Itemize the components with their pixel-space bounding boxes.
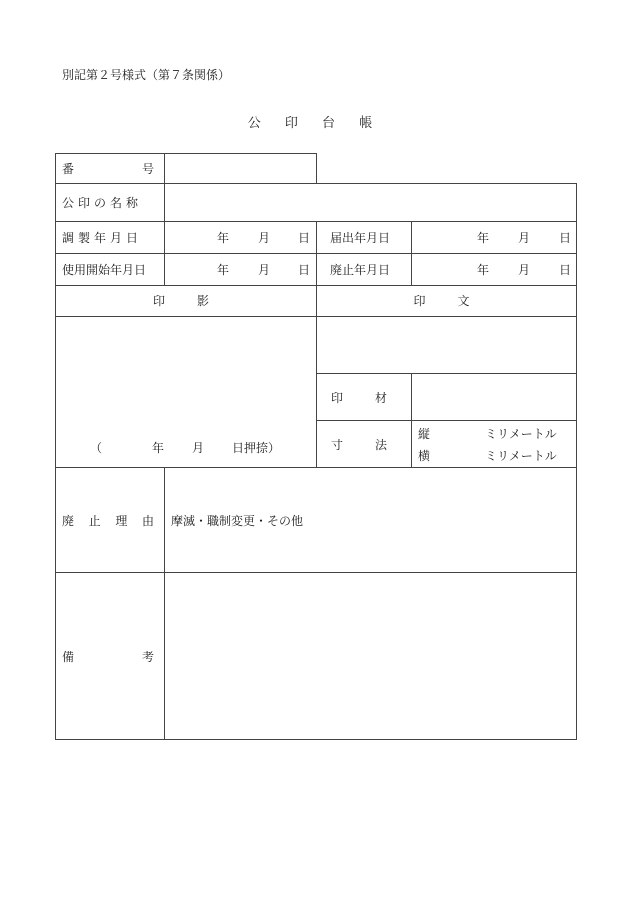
- month-unit: 月: [518, 262, 531, 277]
- seal-name-label: 公印の名称: [62, 195, 143, 210]
- abolish-reason-value[interactable]: 摩滅・職制変更・その他: [171, 513, 304, 528]
- number-label-second: 号: [141, 161, 154, 176]
- width-unit: ミリメートル: [485, 448, 557, 463]
- stamped-month-unit: 月: [192, 440, 205, 455]
- number-field[interactable]: [165, 153, 315, 183]
- month-unit: 月: [258, 262, 271, 277]
- year-unit: 年: [217, 262, 230, 277]
- day-unit: 日: [298, 262, 311, 277]
- dimension-height-row[interactable]: [412, 422, 576, 444]
- abolish-reason-label: [62, 468, 154, 572]
- width-label: 横: [418, 448, 431, 463]
- notified-date-label: 届出年月日: [330, 230, 391, 245]
- made-date-field[interactable]: [165, 221, 315, 253]
- abolish-reason-char-1: 廃: [62, 513, 75, 528]
- notified-date-field[interactable]: [412, 221, 576, 253]
- impression-area[interactable]: [56, 317, 315, 427]
- year-unit: 年: [217, 230, 230, 245]
- remarks-char-2: 考: [141, 649, 154, 664]
- table-rule: [55, 739, 577, 740]
- abolish-reason-char-4: 由: [141, 513, 154, 528]
- start-use-label: 使用開始年月日: [62, 262, 147, 277]
- remarks-label: [62, 573, 154, 739]
- inscription-label: 印 文: [413, 294, 480, 308]
- made-date-label: 調製年月日: [62, 230, 143, 245]
- abolished-date-field[interactable]: [412, 253, 576, 285]
- month-unit: 月: [258, 230, 271, 245]
- dimension-width-row[interactable]: [412, 444, 576, 466]
- remarks-char-1: 備: [62, 649, 75, 664]
- start-use-field[interactable]: [165, 253, 315, 285]
- year-unit: 年: [477, 262, 490, 277]
- form-label: 別記第２号様式（第７条関係）: [62, 68, 231, 82]
- height-unit: ミリメートル: [485, 426, 557, 441]
- stamped-date: [56, 432, 315, 462]
- impression-label: 印 影: [152, 294, 219, 308]
- stamped-day-unit: 日押捺）: [232, 440, 281, 455]
- number-label: [62, 153, 154, 183]
- remarks-field[interactable]: [165, 573, 575, 739]
- seal-name-field[interactable]: [165, 183, 575, 221]
- abolished-date-label: 廃止年月日: [330, 262, 391, 277]
- material-field[interactable]: [412, 374, 576, 420]
- table-rule: [576, 183, 577, 740]
- year-unit: 年: [477, 230, 490, 245]
- material-label: 印 材: [330, 390, 397, 405]
- height-label: 縦: [418, 426, 431, 441]
- day-unit: 日: [559, 262, 572, 277]
- day-unit: 日: [298, 230, 311, 245]
- abolish-reason-char-3: 理: [115, 513, 128, 528]
- abolish-reason-char-2: 止: [88, 513, 101, 528]
- stamped-year-unit: 年: [152, 440, 165, 455]
- table-rule: [316, 153, 317, 183]
- month-unit: 月: [518, 230, 531, 245]
- day-unit: 日: [559, 230, 572, 245]
- stamped-open-paren: （: [90, 440, 103, 455]
- dimension-label: 寸 法: [330, 437, 397, 452]
- number-label-first: 番: [62, 161, 75, 176]
- page-title: 公 印 台 帳: [247, 116, 383, 131]
- inscription-field[interactable]: [317, 317, 576, 373]
